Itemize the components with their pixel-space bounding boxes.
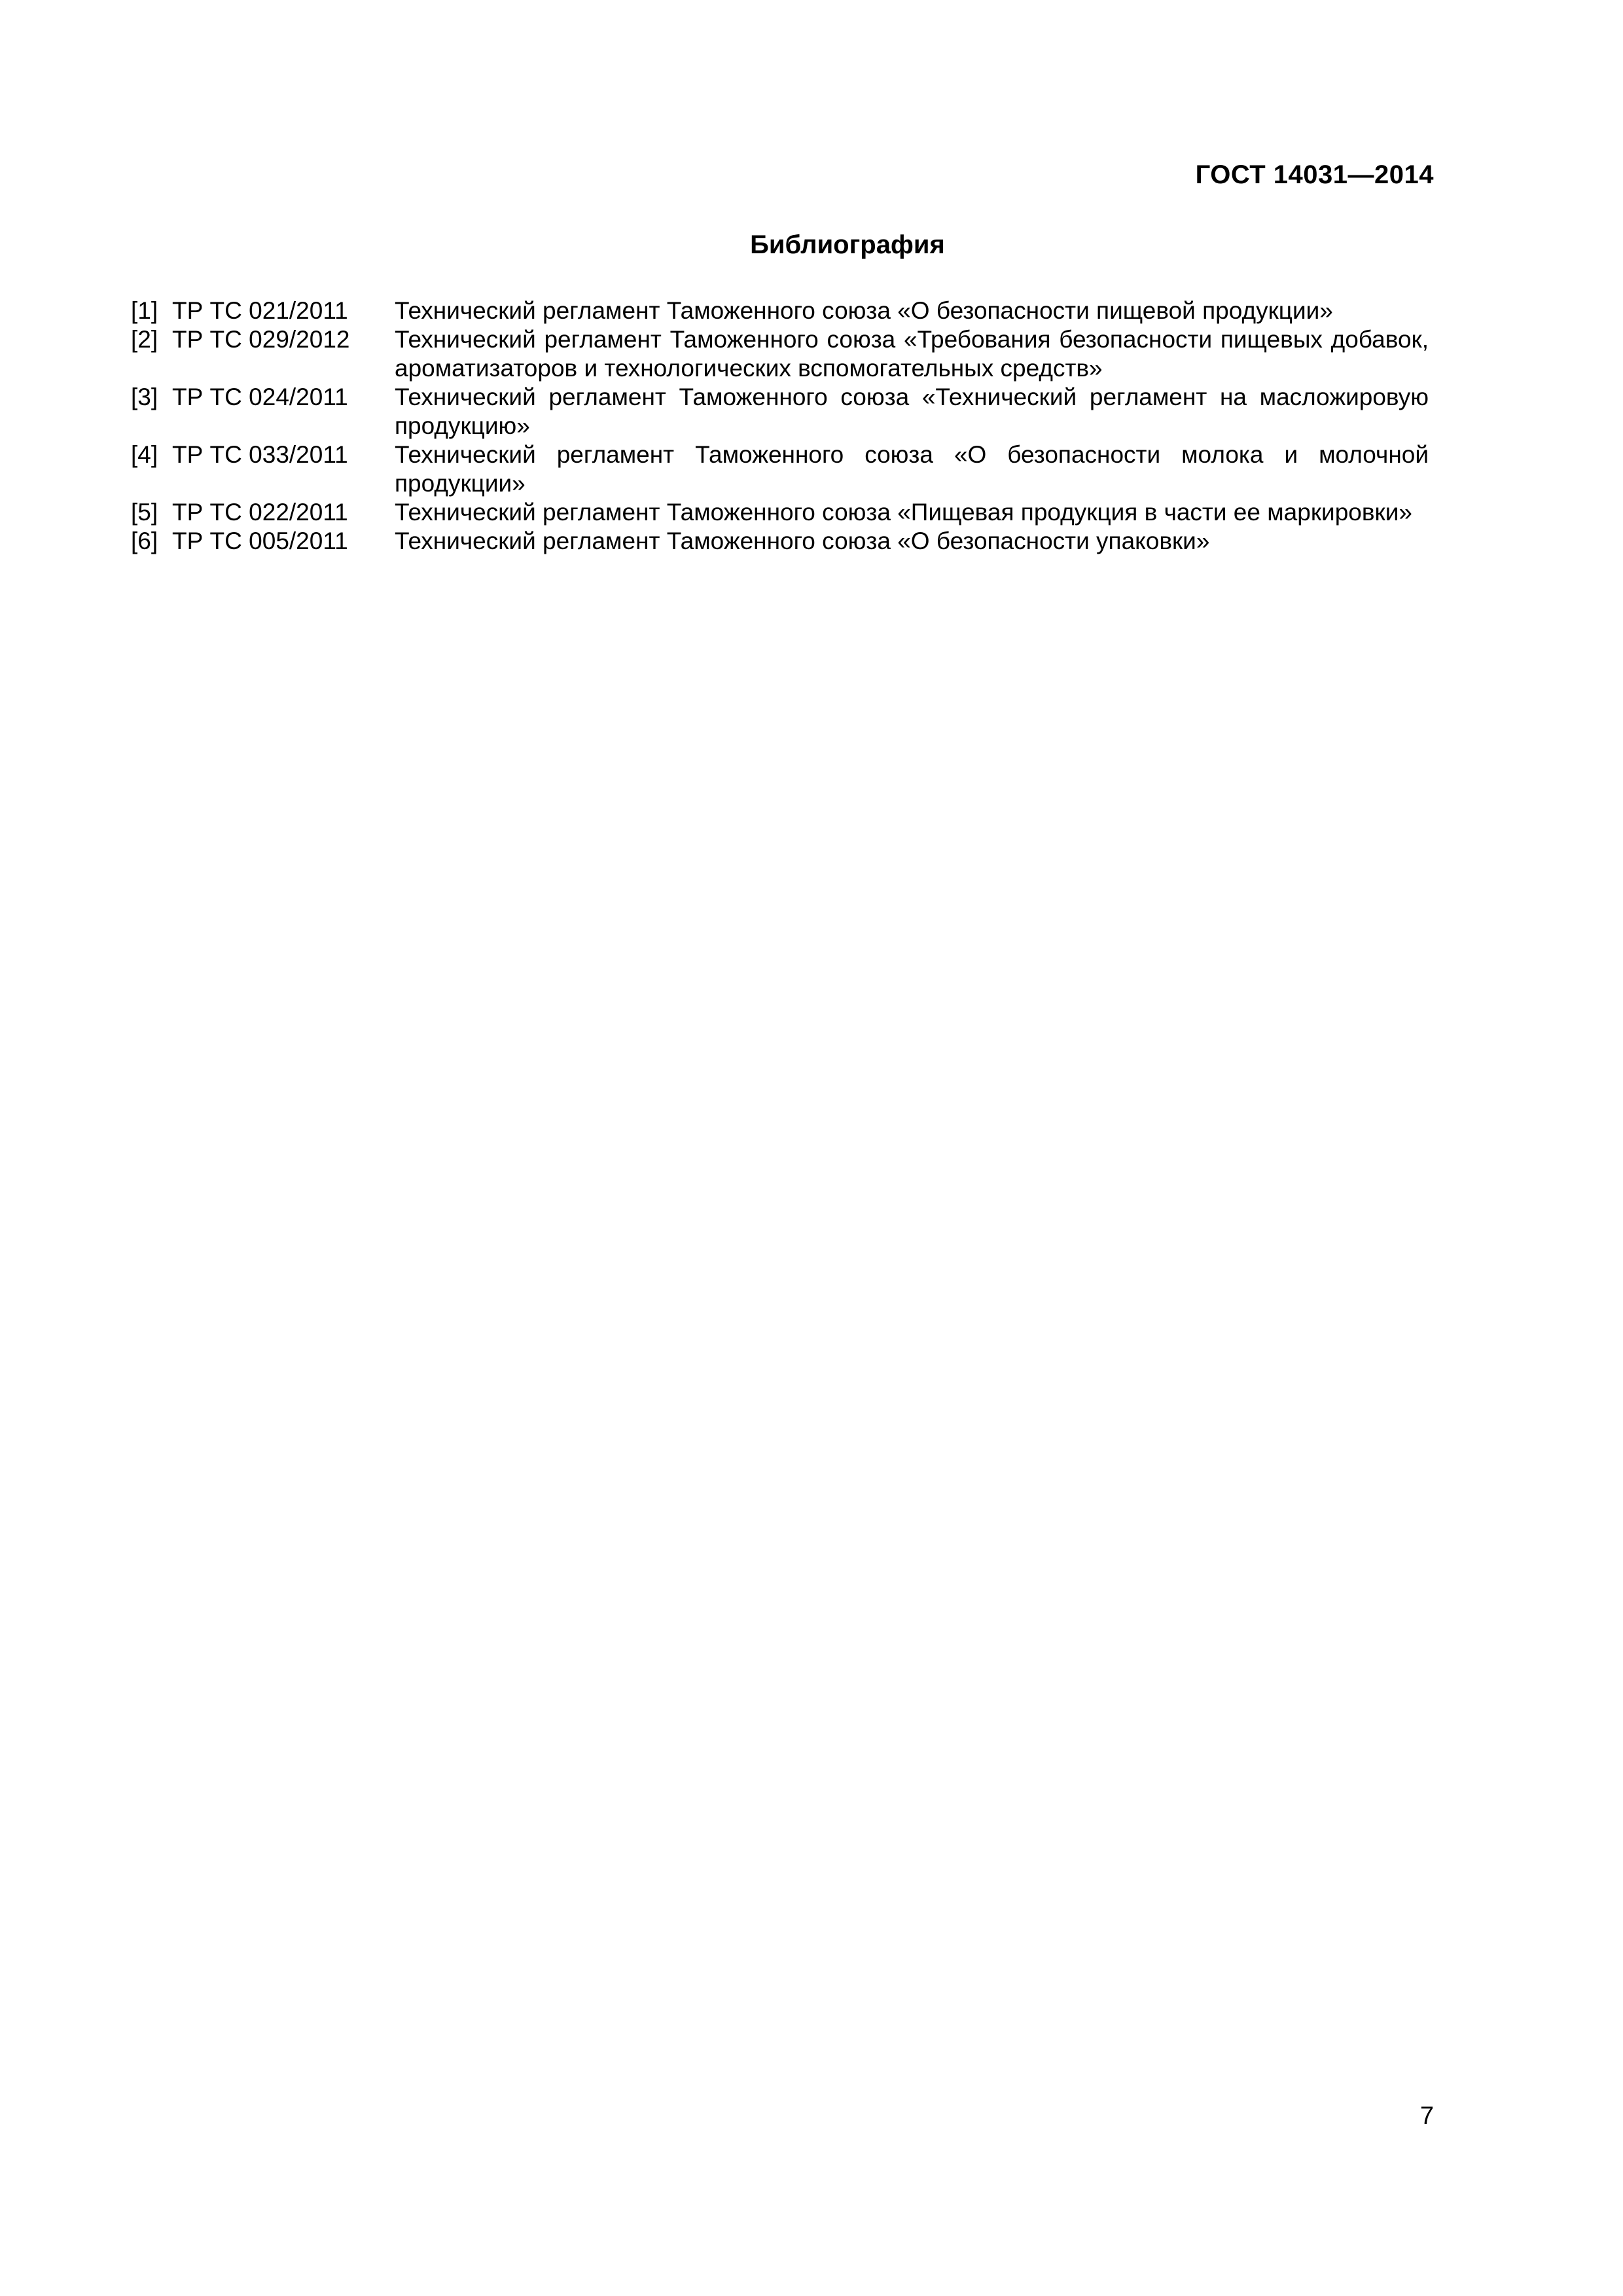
bibliography-item-title: Технический регламент Таможенного союза «Пищевая продукция в части ее маркировки» [395,499,1412,526]
bibliography-item-code: ТР ТС 021/2011 [172,297,348,324]
bibliography-item-number: [3] [131,384,158,410]
bibliography-item-number: [4] [131,441,158,468]
bibliography-item-number: [6] [131,528,158,554]
bibliography-item [131,527,1429,556]
bibliography-item-code: ТР ТС 005/2011 [172,528,348,554]
bibliography-item-title: Технический регламент Таможенного союза «О безопасности пищевой продукции» [395,297,1333,324]
bibliography-item-title: Технический регламент Таможенного союза «Требования безопасности пищевых добавок, ароматизаторов и технологических вспомогательных средств» [395,326,1429,382]
bibliography-item [131,440,1429,498]
bibliography-item-code: ТР ТС 024/2011 [172,384,348,410]
bibliography-item-title: Технический регламент Таможенного союза «О безопасности упаковки» [395,528,1210,554]
bibliography-item [131,325,1429,383]
bibliography-item-code: ТР ТС 033/2011 [172,441,348,468]
bibliography-item-title: Технический регламент Таможенного союза «О безопасности молока и молочной продукции» [395,441,1429,497]
bibliography-item [131,383,1429,440]
bibliography-item-number: [5] [131,499,158,526]
bibliography-item-number: [2] [131,326,158,353]
bibliography-item-number: [1] [131,297,158,324]
bibliography-item-title: Технический регламент Таможенного союза «Технический регламент на масложировую продукцию» [395,384,1429,439]
page-number: 7 [1419,2102,1434,2130]
bibliography-item-code: ТР ТС 029/2012 [172,326,350,353]
bibliography-list [131,296,1429,556]
bibliography-title: Библиография [750,230,945,259]
document-code: ГОСТ 14031—2014 [1195,160,1434,189]
bibliography-item [131,296,1429,325]
bibliography-item-code: ТР ТС 022/2011 [172,499,348,526]
bibliography-item [131,498,1429,527]
